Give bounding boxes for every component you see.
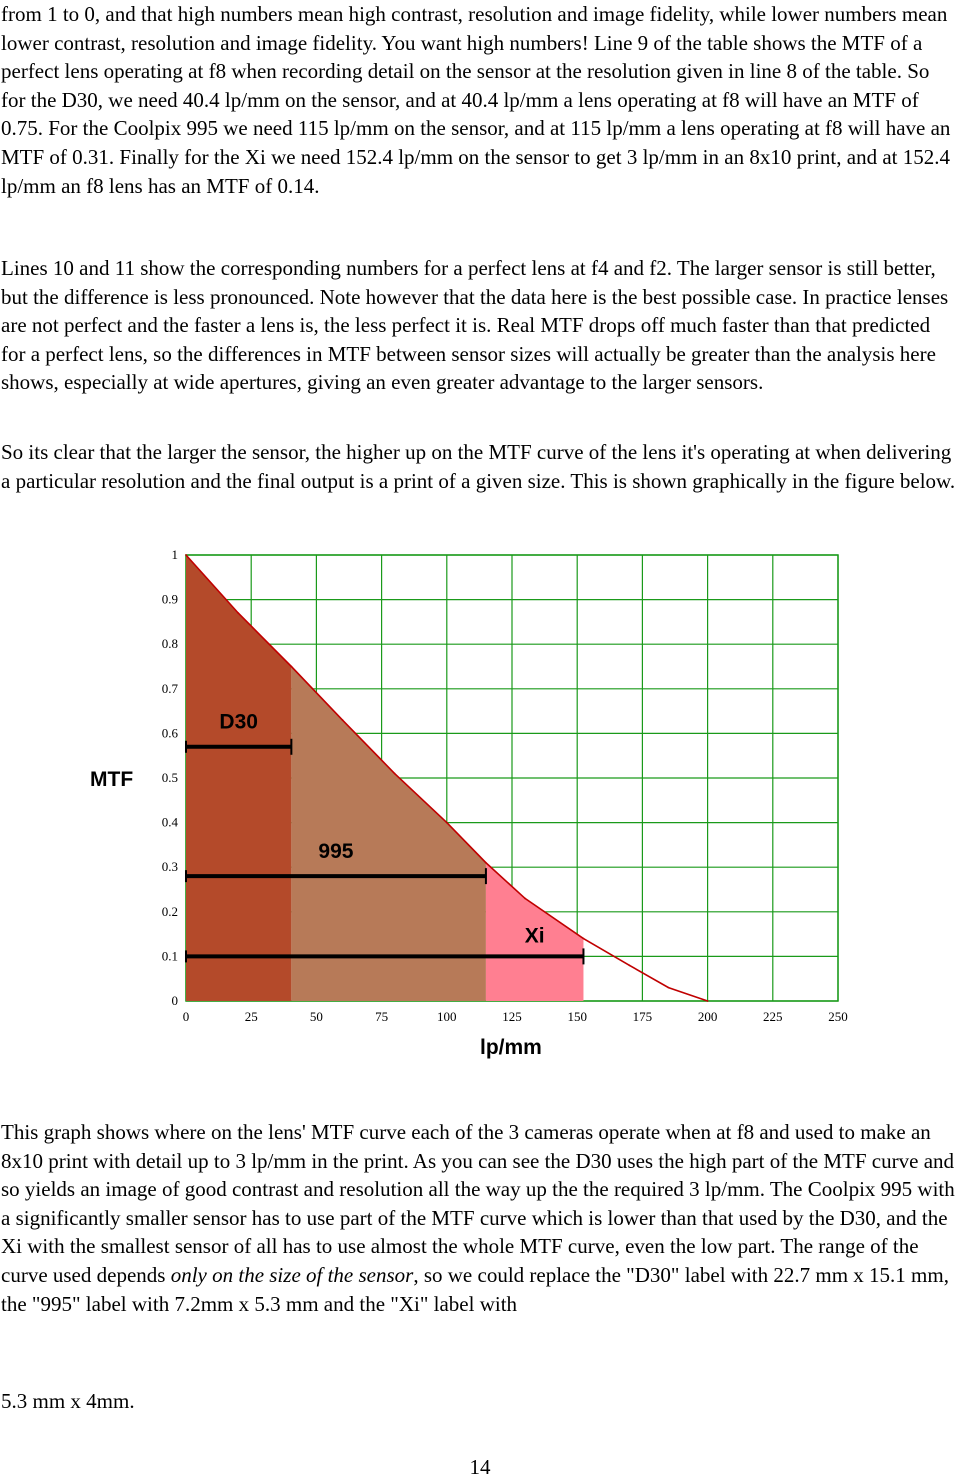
x-tick-label: 175 — [632, 1009, 653, 1024]
graph-explanation-part1: This graph shows where on the lens' MTF curve each of the 3 cameras operate when at f8 and used to make an 8x10 print with detail up to 3 lp/mm in the print. As you can see the D30 uses the high part of the MTF curve and so yields an image of good contrast and resolution all the way up the the required 3 lp/mm. The Coolpix 995 with a significantly smaller sensor has to use part of the MTF curve which is lower than that used by the D30, and the Xi with the smallest sensor of all has to use almost the whole MTF curve, even the low part. The range of the curve used depends — [1, 1120, 955, 1287]
y-tick-label: 0.6 — [161, 725, 178, 741]
graph-explanation-part2: , so we could replace the "D30" label with 22.7 mm x 15.1 mm, the "995" label with 7.2mm x 5.3 mm and the "Xi" label with — [1, 1262, 949, 1316]
x-tick-label: 25 — [244, 1009, 258, 1024]
mtf-curve-point — [583, 938, 585, 940]
y-tick-label: 0.3 — [161, 859, 178, 875]
y-tick-label: 0.5 — [161, 770, 178, 785]
mtf-chart — [80, 540, 880, 1080]
x-tick-label: 250 — [828, 1009, 848, 1024]
paragraph-f4-f2: Lines 10 and 11 show the corresponding numbers for a perfect lens at f4 and f2. The larger sensor is still better, but the difference is less pronounced. Note however that the data here is the best possible case. In practice lenses are not perfect and the faster a lens is, the less perfect it is. Real MTF drops off much faster than that predicted for a perfect lens, so the differences in MTF between sensor sizes will actually be greater than the analysis here shows, especially at wide apertures, giving an even greater advantage to the larger sensors. — [1, 256, 949, 395]
paragraph-xi-size: 5.3 mm x 4mm. — [1, 1389, 135, 1413]
mtf-curve-point — [707, 1000, 709, 1002]
mtf-curve-point — [290, 666, 292, 668]
y-tick-label: 0.7 — [161, 680, 178, 696]
y-axis-label: MTF — [90, 768, 134, 791]
y-tick-label: 0.1 — [161, 948, 178, 964]
mtf-curve-point — [485, 862, 487, 864]
x-tick-label: 225 — [763, 1009, 783, 1024]
x-tick-label: 125 — [502, 1009, 522, 1024]
mtf-curve-point — [628, 964, 630, 966]
x-tick-label: 75 — [375, 1009, 389, 1024]
page-number: 14 — [469, 1455, 491, 1479]
mtf-curve-point — [185, 554, 187, 556]
x-tick-label: 150 — [567, 1009, 587, 1024]
x-tick-label: 0 — [182, 1009, 190, 1024]
mtf-curve-point — [237, 612, 239, 614]
band-label-d30: D30 — [219, 710, 258, 734]
x-axis-label: lp/mm — [480, 1036, 542, 1059]
band-label-995: 995 — [318, 839, 354, 863]
y-tick-label: 0.8 — [161, 636, 178, 652]
x-tick-label: 50 — [309, 1009, 323, 1024]
y-tick-label: 0.2 — [161, 903, 178, 919]
y-tick-label: 0.9 — [161, 591, 178, 607]
mtf-curve-point — [524, 898, 526, 900]
x-tick-label: 200 — [697, 1009, 718, 1024]
y-tick-label: 0.4 — [161, 814, 178, 830]
paragraph-mtf-explanation: from 1 to 0, and that high numbers mean high contrast, resolution and image fidelity, while lower numbers mean lower contrast, resolution and image fidelity. You want high numbers! Line 9 of the table shows the MTF of a perfect lens operating at f8 when recording detail on the sensor at the resolution given in line 8 of the table. So for the D30, we need 40.4 lp/mm on the sensor, and at 40.4 lp/mm a lens operating at f8 will have an MTF of 0.75. For the Coolpix 995 we need 115 lp/mm on the sensor, and at 115 lp/mm a lens operating at f8 will have an MTF of 0.31. Finally for the Xi we need 152.4 lp/mm on the sensor to get 3 lp/mm in an 8x10 print, and at 152.4 lp/mm an f8 lens has an MTF of 0.14. — [1, 2, 951, 198]
mtf-curve-point — [394, 773, 396, 775]
band-label-xi: Xi — [524, 924, 545, 948]
mtf-curve-point — [342, 719, 344, 721]
y-tick-label: 0 — [171, 993, 178, 1008]
mtf-curve-point — [446, 822, 448, 824]
mtf-curve-point — [668, 987, 670, 989]
paragraph-sensor-size: So its clear that the larger the sensor, the higher up on the MTF curve of the lens it's operating at when delivering a particular resolution and the final output is a print of a given size. This is shown graphically in the figure below. — [1, 440, 956, 493]
x-tick-label: 100 — [437, 1009, 457, 1024]
paragraph-graph-explanation — [1, 1118, 959, 1318]
graph-explanation-emphasis: only on the size of the sensor — [170, 1262, 414, 1287]
y-tick-label: 1 — [171, 547, 178, 562]
